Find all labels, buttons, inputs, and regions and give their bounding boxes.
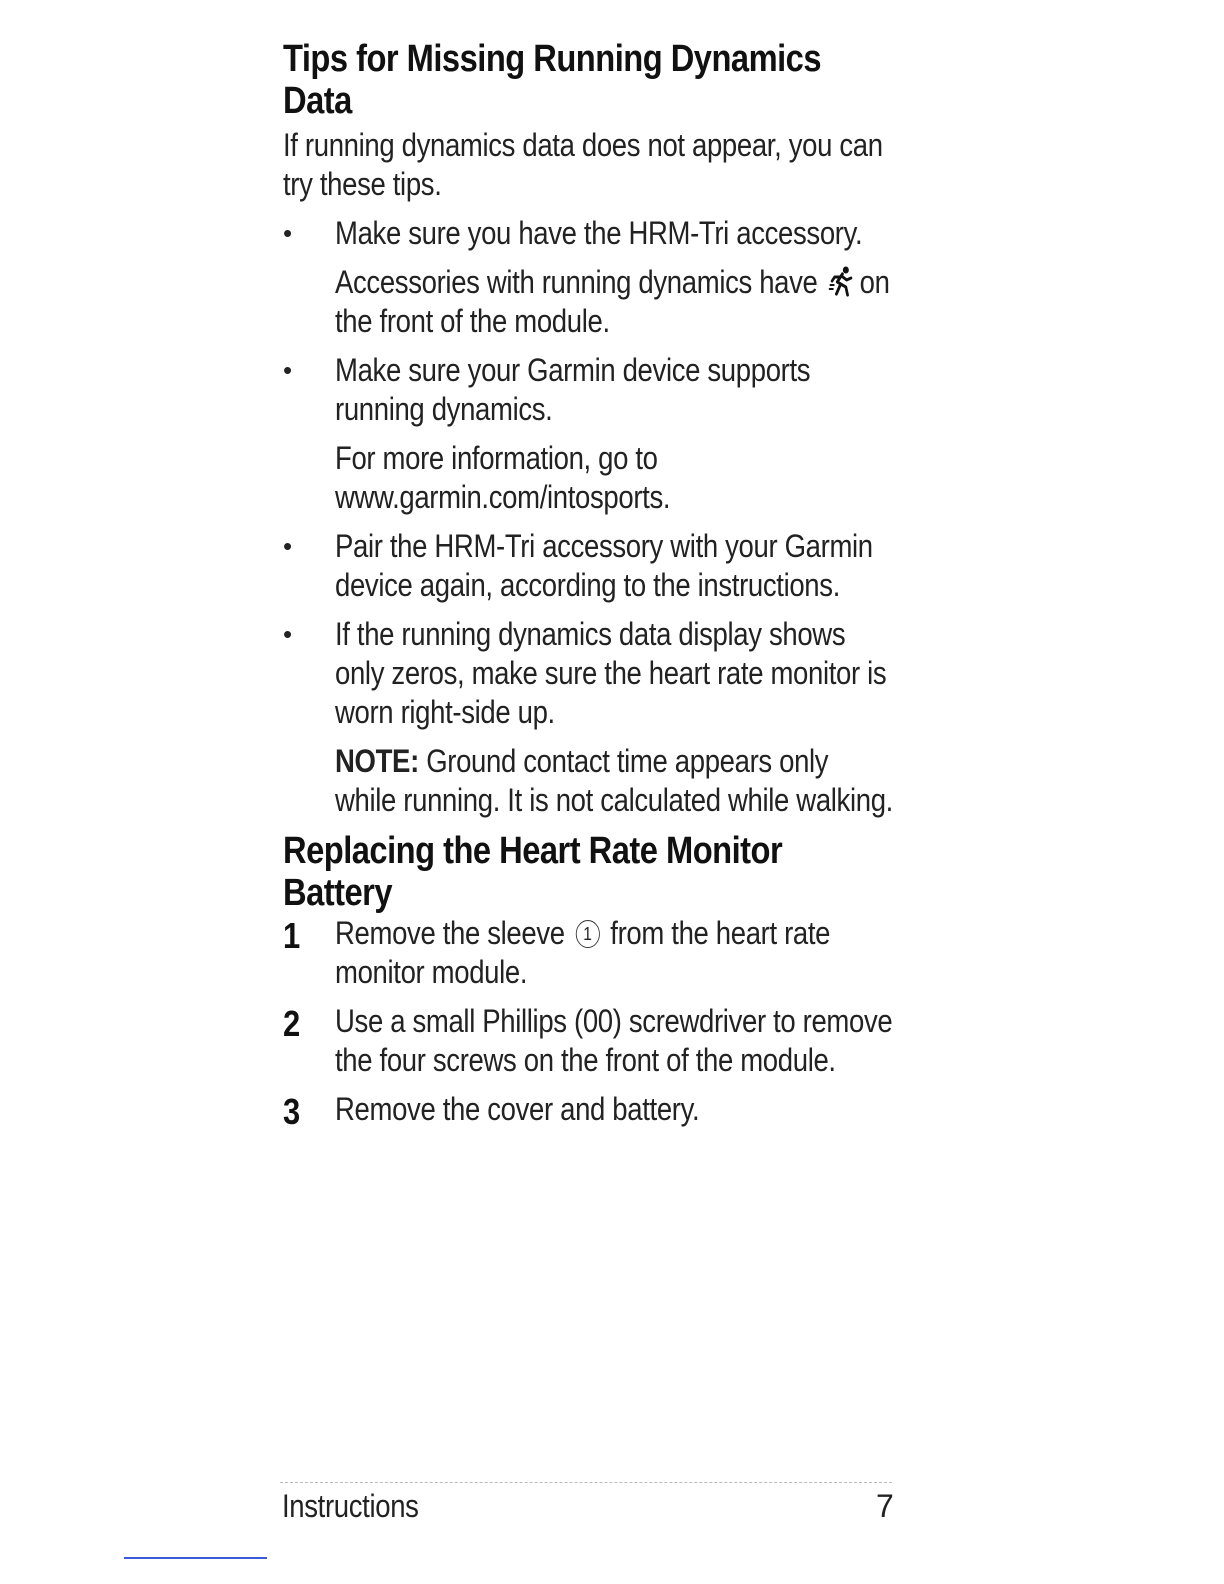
step-text: Remove the sleeve 1 from the heart rate monitor module. xyxy=(335,915,831,990)
step-number: 3 xyxy=(283,1091,301,1132)
tip-text: If the running dynamics data display shows only zeros, make sure the heart rate monitor is worn right-side up. xyxy=(335,616,887,730)
note-text: Ground contact time appears only while running. It is not calculated while walking. xyxy=(335,743,893,818)
steps-list xyxy=(283,914,895,1132)
note-paragraph xyxy=(335,742,894,820)
callout-number-icon: 1 xyxy=(575,920,599,948)
tip-text: Make sure you have the HRM-Tri accessory. xyxy=(335,215,863,251)
tip-subtext: Accessories with running dynamics have on the front of the module. xyxy=(335,264,890,339)
runner-icon xyxy=(828,265,852,297)
step-text: Use a small Phillips (00) screwdriver to remove the four screws on the front of the module. xyxy=(335,1003,893,1078)
list-item xyxy=(283,1002,895,1080)
bullet-icon: • xyxy=(283,355,293,385)
section-title-tips: Tips for Missing Running Dynamics Data xyxy=(283,38,821,122)
list-item xyxy=(283,615,895,820)
section-title-battery: Replacing the Heart Rate Monitor Battery xyxy=(283,830,783,914)
footer-section-name: Instructions xyxy=(282,1488,419,1524)
note-label: NOTE: xyxy=(335,743,419,779)
list-item xyxy=(283,914,895,992)
list-item xyxy=(283,1090,895,1132)
intro-paragraph: If running dynamics data does not appear, you can try these tips. xyxy=(283,127,883,202)
list-item xyxy=(283,214,895,341)
bullet-icon: • xyxy=(283,619,293,649)
tip-subtext-link: For more information, go to www.garmin.com/intosports. xyxy=(335,440,671,515)
tips-list xyxy=(283,214,895,820)
bottom-rule xyxy=(124,1557,267,1559)
bullet-icon: • xyxy=(283,531,293,561)
page-number: 7 xyxy=(876,1488,894,1524)
tip-text: Pair the HRM-Tri accessory with your Garmin device again, according to the instructions. xyxy=(335,528,873,603)
step-text: Remove the cover and battery. xyxy=(335,1091,700,1127)
bullet-icon: • xyxy=(283,218,293,248)
tip-text: Make sure your Garmin device supports running dynamics. xyxy=(335,352,811,427)
footer-divider xyxy=(280,1482,892,1483)
list-item xyxy=(283,527,895,605)
step-number: 2 xyxy=(283,1003,301,1044)
page-content xyxy=(283,38,895,1139)
list-item xyxy=(283,351,895,517)
step-number: 1 xyxy=(283,915,301,956)
